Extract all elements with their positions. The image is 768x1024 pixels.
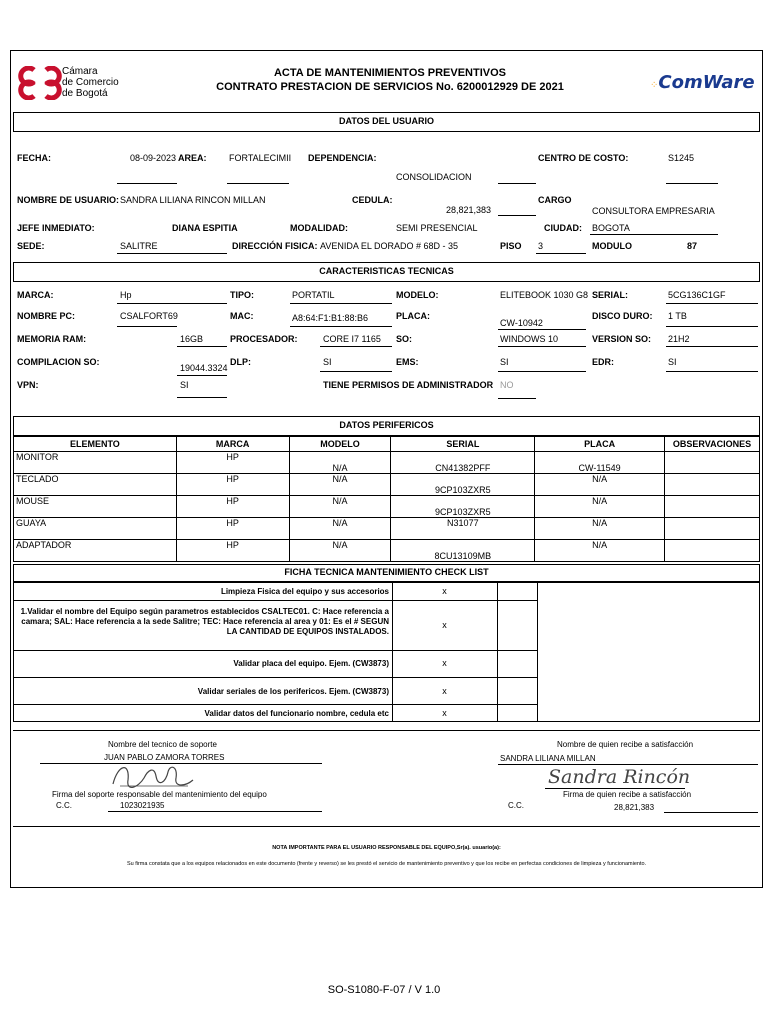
col-header-marca: MARCA [176,437,289,452]
modelo-value: ELITEBOOK 1030 G8 [500,290,589,300]
dependencia-value: CONSOLIDACION [396,172,472,182]
checklist-mark-4: x [442,686,447,696]
jefe-label: JEFE INMEDIATO: [17,223,95,233]
marca-label: MARCA: [17,290,54,300]
cell-modelo: N/A [289,496,391,518]
cell-observaciones [664,518,759,540]
dependencia-label: DEPENDENCIA: [308,153,377,163]
area-value: FORTALECIMII [229,153,292,163]
modulo-label: MODULO [592,241,632,251]
compilacion-value: 19044.3324 [180,363,228,373]
receptor-title: Nombre de quien recibe a satisfacción [557,740,694,749]
cell-marca: HP [176,540,289,562]
modalidad-value: SEMI PRESENCIAL [396,223,478,233]
cell-placa: N/A [535,518,665,540]
fecha-label: FECHA: [17,153,51,163]
so-label: SO: [396,334,413,344]
checklist-mark-3: x [442,658,447,668]
serial-value: 5CG136C1GF [668,290,726,300]
fecha-value: 08-09-2023 [130,153,177,163]
checklist-item-3: Validar placa del equipo. Ejem. (CW3873) [233,659,389,668]
checklist-item-1: Limpieza Fisica del equipo y sus accesorios [220,587,389,596]
tecnico-cc-value: 1023021935 [120,801,165,810]
checklist-mark-2: x [442,620,447,630]
cell-elemento: GUAYA [14,518,177,540]
camara-logo-line3: de Bogotá [62,88,108,99]
procesador-label: PROCESADOR: [230,334,298,344]
table-row [14,474,760,496]
contract-title: CONTRATO PRESTACION DE SERVICIOS No. 6200012929 DE 2021 [216,81,564,93]
cell-placa: N/A [535,474,665,496]
camara-logo-line1: Cámara [62,66,98,77]
checklist-grid [13,582,760,722]
section-title-checklist: FICHA TECNICA MANTENIMIENTO CHECK LIST [284,567,489,577]
camara-logo [18,66,128,102]
compilacion-label: COMPILACION SO: [17,357,100,367]
mac-value: A8:64:F1:B1:88:B6 [292,313,369,323]
section-title-usuario: DATOS DEL USUARIO [338,116,434,126]
footer-code: SO-S1080-F-07 / V 1.0 [327,984,441,996]
receptor-sig-caption: Firma de quien recibe a satisfacción [563,790,692,799]
cell-placa: CW-11549 [535,452,665,474]
cell-marca: HP [176,496,289,518]
serial-label: SERIAL: [592,290,628,300]
col-header-serial: SERIAL [391,437,535,452]
so-value: WINDOWS 10 [500,334,559,344]
col-header-elemento: ELEMENTO [14,437,177,452]
nota-body: Su firma constata que a los equipos relacionados en este documento (frente y reverso) se les prestó el servicio de mantenimiento preventivo y que los recibe en perfectas condiciones de limpieza y funcionamiento. [126,861,647,867]
tecnico-sig-caption: Firma del soporte responsable del mantenimiento del equipo [52,790,267,799]
receptor-signature: Sandra Rincón [548,766,691,788]
cargo-label: CARGO [538,195,572,205]
ems-value: SI [500,357,509,367]
col-header-placa: PLACA [535,437,665,452]
cedula-value: 28,821,383 [446,205,492,215]
cell-placa: N/A [535,540,665,562]
cell-serial: 9CP103ZXR5 [391,496,535,518]
vpn-value: SI [180,380,189,390]
cell-modelo: N/A [289,540,391,562]
col-header-modelo: MODELO [289,437,391,452]
tipo-label: TIPO: [230,290,254,300]
area-label: AREA: [178,153,207,163]
ciudad-value: BOGOTA [592,223,630,233]
piso-value: 3 [538,241,544,251]
dlp-value: SI [323,357,332,367]
cell-serial: N31077 [391,518,535,540]
dlp-label: DLP: [230,357,251,367]
receptor-cc-value: 28,821,383 [614,803,655,812]
camara-logo-line2: de Comercio [62,77,119,88]
ems-label: EMS: [396,357,419,367]
checklist-mark-5: x [442,708,447,718]
cell-placa: N/A [535,496,665,518]
nombre-pc-label: NOMBRE PC: [17,311,75,321]
admin-value: NO [500,380,514,390]
receptor-name: SANDRA LILIANA MILLAN [500,754,596,763]
table-row [14,496,760,518]
comware-dots-icon: ⁘ [650,80,659,91]
tecnico-title: Nombre del tecnico de soporte [108,740,217,749]
cell-observaciones [664,496,759,518]
version-so-value: 21H2 [668,334,690,344]
checklist-item-5: Validar datos del funcionario nombre, cedula etc [204,709,389,718]
cell-observaciones [664,474,759,496]
procesador-value: CORE I7 1165 [323,334,381,344]
vpn-label: VPN: [17,380,39,390]
cell-elemento: MONITOR [14,452,177,474]
placa-label: PLACA: [396,311,430,321]
cell-serial: 8CU13109MB [391,540,535,562]
cell-observaciones [664,452,759,474]
cell-marca: HP [176,452,289,474]
cell-serial: CN41382PFF [391,452,535,474]
cell-modelo: N/A [289,518,391,540]
centro-costo-value: S1245 [668,153,695,163]
col-header-observaciones: OBSERVACIONES [664,437,759,452]
nombre-usuario-label: NOMBRE DE USUARIO: [17,195,120,205]
marca-value: Hp [120,290,132,300]
disco-label: DISCO DURO: [592,311,653,321]
edr-label: EDR: [592,357,614,367]
nota-title: NOTA IMPORTANTE PARA EL USUARIO RESPONSABLE DEL EQUIPO,Sr(a). usuario(a): [272,845,501,851]
checklist-mark-1: x [442,586,447,596]
cell-modelo: N/A [289,452,391,474]
camara-logo-icon [18,66,62,100]
tipo-value: PORTATIL [292,290,335,300]
section-title-perifericos: DATOS PERIFERICOS [339,420,434,430]
modulo-value: 87 [687,241,698,251]
comware-logo-text: ComWare [658,72,755,93]
disco-value: 1 TB [668,311,687,321]
cell-observaciones [664,540,759,562]
cell-marca: HP [176,518,289,540]
section-title-tecnicas: CARACTERISTICAS TECNICAS [319,266,454,276]
cell-elemento: MOUSE [14,496,177,518]
piso-label: PISO [500,241,522,251]
ram-label: MEMORIA RAM: [17,334,87,344]
cell-serial: 9CP103ZXR5 [391,474,535,496]
modalidad-label: MODALIDAD: [290,223,348,233]
table-row [14,518,760,540]
cell-marca: HP [176,474,289,496]
tecnico-name: JUAN PABLO ZAMORA TORRES [104,753,225,762]
direccion-value: AVENIDA EL DORADO # 68D - 35 [320,241,459,251]
cell-elemento: ADAPTADOR [14,540,177,562]
ciudad-label: CIUDAD: [544,223,582,233]
nombre-usuario-value: SANDRA LILIANA RINCON MILLAN [120,195,266,205]
centro-costo-label: CENTRO DE COSTO: [538,153,629,163]
cell-modelo: N/A [289,474,391,496]
placa-value: CW-10942 [500,318,543,328]
table-header-row [14,437,760,452]
perifericos-table [13,436,760,562]
table-row [14,540,760,562]
modelo-label: MODELO: [396,290,439,300]
ram-value: 16GB [180,334,204,344]
nombre-pc-value: CSALFORT69 [120,311,178,321]
tecnico-cc-label: C.C. [56,801,72,810]
jefe-value: DIANA ESPITIA [172,223,238,233]
cell-elemento: TECLADO [14,474,177,496]
receptor-cc-label: C.C. [508,801,524,810]
direccion-label: DIRECCIÓN FISICA: [232,241,318,251]
sede-label: SEDE: [17,241,45,251]
cedula-label: CEDULA: [352,195,393,205]
admin-label: TIENE PERMISOS DE ADMINISTRADOR [323,380,494,390]
table-row [14,452,760,474]
version-so-label: VERSION SO: [592,334,652,344]
cargo-value: CONSULTORA EMPRESARIA [592,206,715,216]
sede-value: SALITRE [120,241,158,251]
checklist-item-4: Validar seriales de los perifericos. Ejem. (CW3873) [197,687,389,696]
comware-logo [650,72,755,93]
checklist-item-2: 1.Validar el nombre del Equipo según parametros establecidos CSALTEC01. C: Hace referencia a camara; SAL: Hace referencia a la sede Salitre; TEC: Hace referencia al area y 01: Es el # SEGUN LA CANTIDAD DE EQUIPOS INSTALADOS. [20,607,389,636]
mac-label: MAC: [230,311,254,321]
edr-value: SI [668,357,677,367]
form-title: ACTA DE MANTENIMIENTOS PREVENTIVOS [273,67,507,79]
